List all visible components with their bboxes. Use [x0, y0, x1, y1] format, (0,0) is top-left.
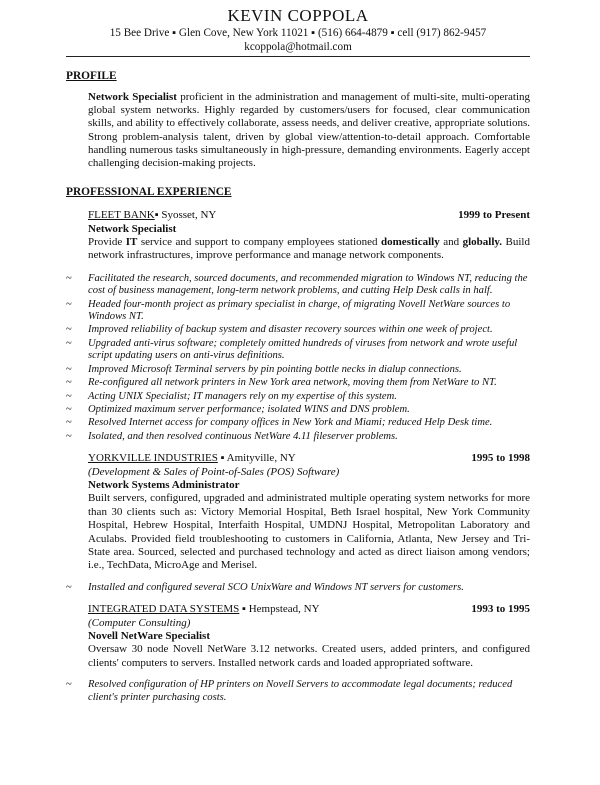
achievement-item — [66, 273, 530, 298]
contact-line: 15 Bee Drive ▪ Glen Cove, New York 11021 ▪ (516) 664-4879 ▪ cell (917) 862-9457 — [109, 27, 487, 39]
tilde-bullet: ~ — [66, 324, 72, 336]
job-integrated-data-systems — [66, 603, 530, 704]
experience-heading: PROFESSIONAL EXPERIENCE — [66, 186, 232, 199]
job-employer — [88, 603, 320, 616]
achievement-list — [66, 273, 530, 443]
achievement-text: Improved Microsoft Terminal servers by pin pointing bottle necks in dialup connections. — [88, 363, 462, 375]
tilde-bullet: ~ — [66, 390, 72, 402]
job-employer — [88, 452, 296, 465]
desc-part: service and support to company employees stationed — [137, 236, 382, 249]
company-location: ▪ Hempstead, NY — [239, 603, 320, 616]
company-name: INTEGRATED DATA SYSTEMS — [88, 603, 240, 616]
desc-part: and — [439, 236, 463, 249]
tilde-bullet: ~ — [66, 403, 72, 415]
job-title: Novell NetWare Specialist — [88, 630, 210, 642]
job-header — [88, 452, 530, 465]
job-employer — [88, 209, 216, 222]
job-dates: 1995 to 1998 — [471, 452, 530, 465]
job-description: Oversaw 30 node Novell NetWare 3.12 networks. Created users, added printers, and configured clients' computers to servers. Installed network cards and loaded appropriated software. — [88, 643, 530, 669]
resume-header — [66, 0, 530, 57]
tilde-bullet: ~ — [66, 377, 72, 389]
desc-emphasis: IT — [125, 236, 138, 249]
achievement-item — [66, 324, 530, 336]
achievement-item — [66, 391, 530, 403]
tilde-bullet: ~ — [66, 679, 72, 691]
company-description: (Computer Consulting) — [88, 616, 191, 629]
tilde-bullet: ~ — [66, 417, 72, 429]
achievement-text: Upgraded anti-virus software; completely omitted hundreds of viruses from network and wrote useful script updating users on anti-virus definitions. — [88, 337, 518, 362]
header-divider — [66, 56, 530, 57]
candidate-name: KEVIN COPPOLA — [227, 6, 369, 25]
achievement-item — [66, 417, 530, 429]
tilde-bullet: ~ — [66, 337, 72, 349]
achievement-item — [66, 377, 530, 389]
email-address: kcoppola@hotmail.com — [244, 41, 352, 53]
job-yorkville-industries — [66, 452, 530, 594]
achievement-text: Improved reliability of backup system and disaster recovery sources within one week of project. — [88, 324, 493, 336]
achievement-item — [66, 364, 530, 376]
desc-part: Build network infrastructures, improve performance and manage network components. — [88, 236, 530, 262]
achievement-text: Resolved Internet access for company offices in New York and Miami; reduced Help Desk time. — [88, 417, 493, 429]
achievement-text: Installed and configured several SCO UnixWare and Windows NT servers for customers. — [88, 581, 464, 593]
achievement-text: Resolved configuration of HP printers on Novell Servers to accommodate legal documents; reduced client's printer purchasing costs. — [88, 679, 513, 703]
company-location: ▪ Syosset, NY — [154, 209, 217, 222]
company-name: FLEET BANK — [88, 209, 155, 222]
profile-body: proficient in the administration and management of multi-site, multi-operating global system networks. Highly regarded by customers/users for focused, clear communication skills, and ability to effectively collaborate, assess needs, and deliver creative, appropriate solutions. Strong problem-analysis talent, driven by global view/attention-to-detail approach. Comfortable handling numerous tasks simultaneously in high-pressure, demanding environments. Eagerly accept challenging decision-making projects. — [88, 91, 530, 170]
achievement-text: Isolated, and then resolved continuous NetWare 4.11 fileserver problems. — [88, 430, 398, 442]
job-title: Network Specialist — [88, 222, 177, 235]
job-fleet-bank — [66, 209, 530, 443]
tilde-bullet: ~ — [66, 272, 72, 284]
tilde-bullet: ~ — [66, 581, 72, 593]
achievement-item — [66, 582, 530, 594]
profile-lead: Network Specialist — [88, 91, 177, 103]
job-header — [88, 603, 530, 616]
tilde-bullet: ~ — [66, 430, 72, 442]
achievement-text: Optimized maximum server performance; isolated WINS and DNS problem. — [88, 403, 410, 415]
achievement-text: Headed four-month project as primary specialist in charge, of migrating Novell NetWare sources to Windows NT. — [88, 298, 511, 323]
achievement-item — [66, 404, 530, 416]
tilde-bullet: ~ — [66, 298, 72, 310]
desc-part: Provide — [88, 236, 126, 249]
achievement-text: Re-configured all network printers in New York area network, moving them from NetWare to NT. — [88, 377, 497, 389]
job-dates: 1993 to 1995 — [471, 603, 530, 616]
profile-summary — [88, 91, 530, 170]
achievement-text: Facilitated the research, sourced documents, and recommended migration to Windows NT, reducing the cost of business management, long-term network problems, and cutting Help Desk calls in half. — [88, 272, 528, 297]
job-dates: 1999 to Present — [458, 209, 530, 222]
achievement-item — [66, 299, 530, 324]
achievement-list — [66, 582, 530, 594]
profile-heading: PROFILE — [66, 70, 117, 82]
desc-emphasis: domestically — [381, 236, 440, 249]
achievement-list — [66, 679, 530, 704]
achievement-text: Acting UNIX Specialist; IT managers rely on my expertise of this system. — [88, 390, 397, 402]
company-description: (Development & Sales of Point-of-Sales (POS) Software) — [88, 465, 340, 478]
company-location: ▪ Amityville, NY — [217, 452, 296, 465]
job-title: Network Systems Administrator — [88, 478, 240, 491]
achievement-item — [66, 338, 530, 363]
desc-emphasis: globally. — [462, 236, 503, 249]
company-name: YORKVILLE INDUSTRIES — [88, 452, 218, 465]
job-header — [88, 209, 530, 222]
achievement-item — [66, 431, 530, 443]
achievement-item — [66, 679, 530, 704]
job-description: Built servers, configured, upgraded and administrated multiple operating system networks for more than 30 clients such as: Victory Memorial Hospital, Beth Israel hospital, New York Community Hospital, Hebrew Hospital, Interfaith Hospital, UMDNJ Hospital, Metropolitan Laboratory and Aculabs. Provided field troubleshooting to customers in California, Atlanta, New Jersey and Tri-State area. Sourced, selected and purchased technology and acted as direct liaison among vendors; i.e., TechData, MicroAge and Merisel. — [88, 492, 530, 572]
tilde-bullet: ~ — [66, 363, 72, 375]
job-description — [88, 236, 530, 263]
